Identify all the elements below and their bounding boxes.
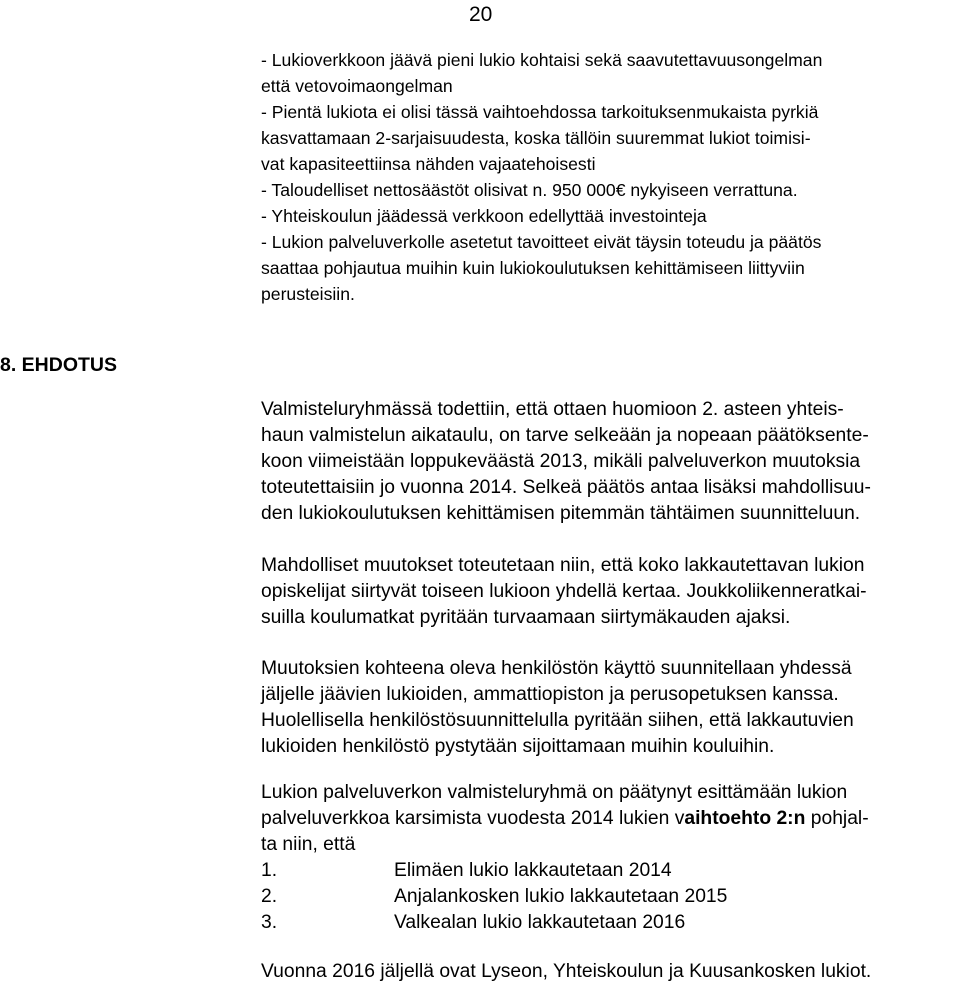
text-line bbox=[261, 806, 960, 832]
text-line: Lukion palveluverkon valmisteluryhmä on päätynyt esittämään lukion bbox=[261, 782, 848, 803]
text-line: toteutettaisiin jo vuonna 2014. Selkeä päätös antaa lisäksi mahdollisuu- bbox=[261, 477, 871, 498]
text-line: että vetovoimaongelman bbox=[261, 76, 453, 96]
text-line: Valmisteluryhmässä todettiin, että ottaen huomioon 2. asteen yhteis- bbox=[261, 399, 844, 420]
text-line: - Pientä lukiota ei olisi tässä vaihtoehdossa tarkoituksenmukaista pyrkiä bbox=[261, 102, 819, 122]
text-line: Mahdolliset muutokset toteutetaan niin, että koko lakkautettavan lukion bbox=[261, 555, 865, 576]
list-number: 3. bbox=[261, 912, 278, 933]
closure-list bbox=[261, 858, 727, 936]
text-line: saattaa pohjautua muihin kuin lukiokoulutuksen kehittämiseen liittyviin bbox=[261, 258, 805, 278]
text-line: ta niin, että bbox=[261, 834, 356, 855]
text-line: haun valmistelun aikataulu, on tarve selkeään ja nopeaan päätöksente- bbox=[261, 425, 869, 446]
list-text: Valkealan lukio lakkautetaan 2016 bbox=[394, 912, 686, 933]
paragraph-transfer bbox=[261, 553, 960, 631]
text-line: opiskelijat siirtyvät toiseen lukioon yhdellä kertaa. Joukkoliikenneratkai- bbox=[261, 581, 867, 602]
bold-text: aihtoehto 2:n bbox=[684, 808, 806, 829]
text-line: kasvattamaan 2-sarjaisuudesta, koska tällöin suuremmat lukiot toimisi- bbox=[261, 128, 811, 148]
list-text: Elimäen lukio lakkautetaan 2014 bbox=[394, 860, 672, 881]
text-line: Huolellisella henkilöstösuunnittelulla pyritään siihen, että lakkautuvien bbox=[261, 710, 854, 731]
text-line: Muutoksien kohteena oleva henkilöstön käyttö suunnitellaan yhdessä bbox=[261, 658, 852, 679]
text-segment: palveluverkkoa karsimista vuodesta 2014 lukien v bbox=[261, 808, 685, 829]
paragraph-staff bbox=[261, 656, 960, 760]
consequences-list bbox=[261, 47, 960, 307]
list-item bbox=[261, 910, 727, 936]
text-line: vat kapasiteettiinsa nähden vajaatehoisesti bbox=[261, 154, 596, 174]
paragraph-proposal bbox=[261, 780, 960, 858]
paragraph-schedule bbox=[261, 397, 960, 527]
list-item bbox=[261, 884, 727, 910]
list-text: Anjalankosken lukio lakkautetaan 2015 bbox=[394, 886, 728, 907]
list-item bbox=[261, 858, 727, 884]
text-line: koon viimeistään loppukeväästä 2013, mikäli palveluverkon muutoksia bbox=[261, 451, 861, 472]
list-number: 1. bbox=[261, 860, 278, 881]
text-line: - Taloudelliset nettosäästöt olisivat n. 950 000€ nykyiseen verrattuna. bbox=[261, 180, 798, 200]
closing-paragraph: Vuonna 2016 jäljellä ovat Lyseon, Yhteiskoulun ja Kuusankosken lukiot. bbox=[261, 961, 872, 982]
text-line: den lukiokoulutuksen kehittämisen pitemmän tähtäimen suunnitteluun. bbox=[261, 503, 861, 524]
text-line: - Lukioverkkoon jäävä pieni lukio kohtaisi sekä saavutettavuusongelman bbox=[261, 50, 823, 70]
text-line: suilla koulumatkat pyritään turvaamaan siirtymäkauden ajaksi. bbox=[261, 607, 791, 628]
text-line: - Yhteiskoulun jäädessä verkkoon edellyttää investointeja bbox=[261, 206, 707, 226]
text-line: perusteisiin. bbox=[261, 284, 355, 304]
text-line: - Lukion palveluverkolle asetetut tavoitteet eivät täysin toteudu ja päätös bbox=[261, 232, 822, 252]
section-heading: 8. EHDOTUS bbox=[0, 354, 118, 376]
text-line: lukioiden henkilöstö pystytään sijoittamaan muihin kouluihin. bbox=[261, 736, 775, 757]
text-line: jäljelle jäävien lukioiden, ammattiopiston ja perusopetuksen kanssa. bbox=[261, 684, 839, 705]
page-number: 20 bbox=[469, 3, 493, 26]
list-number: 2. bbox=[261, 886, 278, 907]
text-segment: pohjal- bbox=[805, 808, 869, 829]
